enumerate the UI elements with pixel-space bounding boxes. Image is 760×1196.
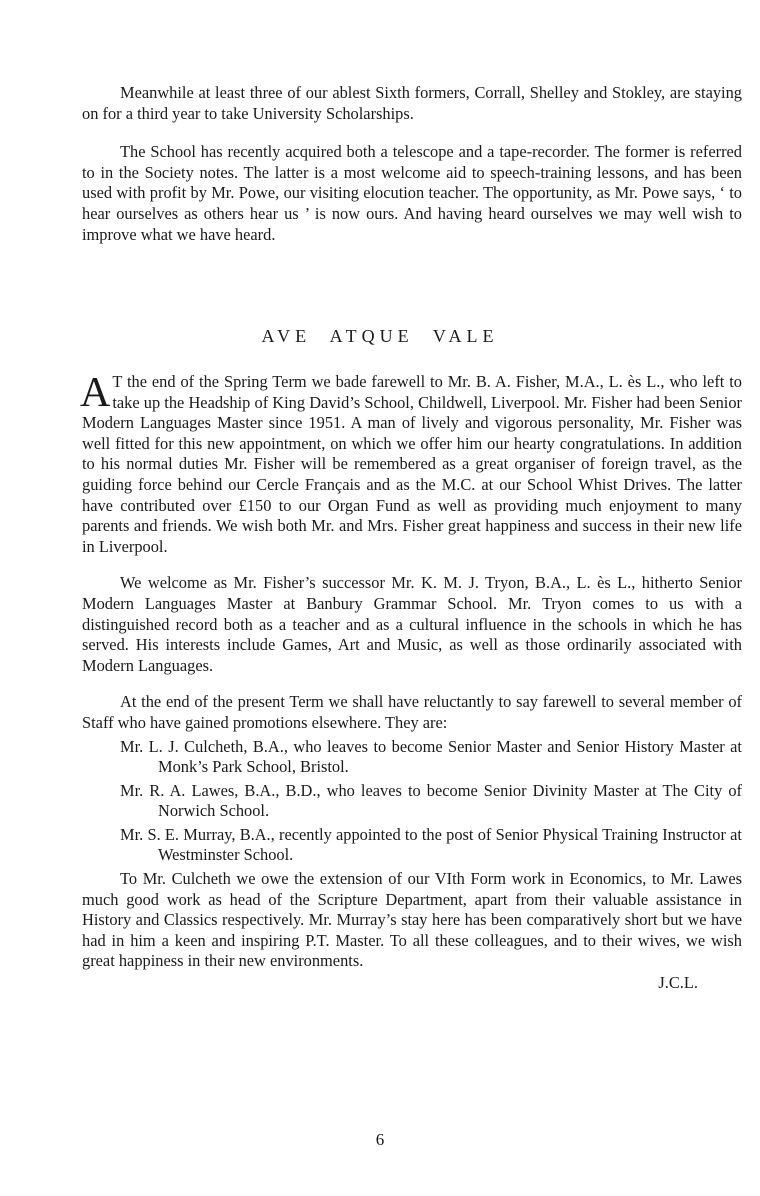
staff-list xyxy=(82,737,742,867)
staff-item-culcheth: Mr. L. J. Culcheth, B.A., who leaves to become Senior Master and Senior History Master at Monk’s Park School, Bristol. xyxy=(120,736,742,777)
article-title: AVE ATQUE VALE xyxy=(261,326,499,346)
welcome-paragraph: We welcome as Mr. Fisher’s successor Mr. K. M. J. Tryon, B.A., L. ès L., hitherto Senior Modern Languages Master at Banbury Grammar School. Mr. Tryon comes to us with a distinguished record both as a teacher and as a cultural influence in the schools in which he has served. His interests include Games, Art and Music, as well as those ordinarily associated with Modern Languages. xyxy=(82,573,742,675)
staff-item-murray: Mr. S. E. Murray, B.A., recently appointed to the post of Senior Physical Training Instructor at Westminster School. xyxy=(120,824,742,865)
staff-item-lawes: Mr. R. A. Lawes, B.A., B.D., who leaves to become Senior Divinity Master at The City of Norwich School. xyxy=(120,780,742,821)
drop-cap: A xyxy=(80,370,111,416)
closing-paragraph: To Mr. Culcheth we owe the extension of our VIth Form work in Economics, to Mr. Lawes much good work as head of the Scripture Department, apart from their valuable assistance in History and Classics respectively. Mr. Murray’s stay here has been comparatively short but we have had in him a keen and inspiring P.T. Master. To all these colleagues, and to their wives, we wish great happiness in their new environments. xyxy=(82,869,742,971)
farewell-paragraph xyxy=(82,372,742,557)
page-number: 6 xyxy=(375,1130,385,1149)
departures-paragraph: At the end of the present Term we shall have reluctantly to say farewell to several member of Staff who have gained promotions elsewhere. They are: xyxy=(82,692,742,732)
intro-section xyxy=(82,83,742,245)
intro-paragraph-2: The School has recently acquired both a telescope and a tape-recorder. The former is referred to in the Society notes. The latter is a most welcome aid to speech-training lessons, and has been used with profit by Mr. Powe, our visiting elocution teacher. The opportunity, as Mr. Powe says, ‘ to hear ourselves as others hear us ’ is now ours. And having heard ourselves we may well wish to improve what we have heard. xyxy=(82,142,742,244)
author-signature: J.C.L. xyxy=(658,973,698,993)
farewell-paragraph-text: T the end of the Spring Term we bade farewell to Mr. B. A. Fisher, M.A., L. ès L., who left to take up the Headship of King David’s School, Childwell, Liverpool. Mr. Fisher had been Senior Modern Languages Master since 1951. A man of lively and vigorous personality, Mr. Fisher was well fitted for this new appointment, on which we offer him our hearty congratulations. In addition to his normal duties Mr. Fisher will be remembered as a great organiser of foreign travel, as the guiding force behind our Cercle Français and as the M.C. at our School Whist Drives. The latter have contributed over £150 to our Organ Fund as well as providing much enjoyment to many parents and friends. We wish both Mr. and Mrs. Fisher great happiness and success in their new life in Liverpool. xyxy=(82,372,742,556)
article-body xyxy=(82,372,742,994)
intro-paragraph-1: Meanwhile at least three of our ablest Sixth formers, Corrall, Shelley and Stokley, are staying on for a third year to take University Scholarships. xyxy=(82,83,742,123)
